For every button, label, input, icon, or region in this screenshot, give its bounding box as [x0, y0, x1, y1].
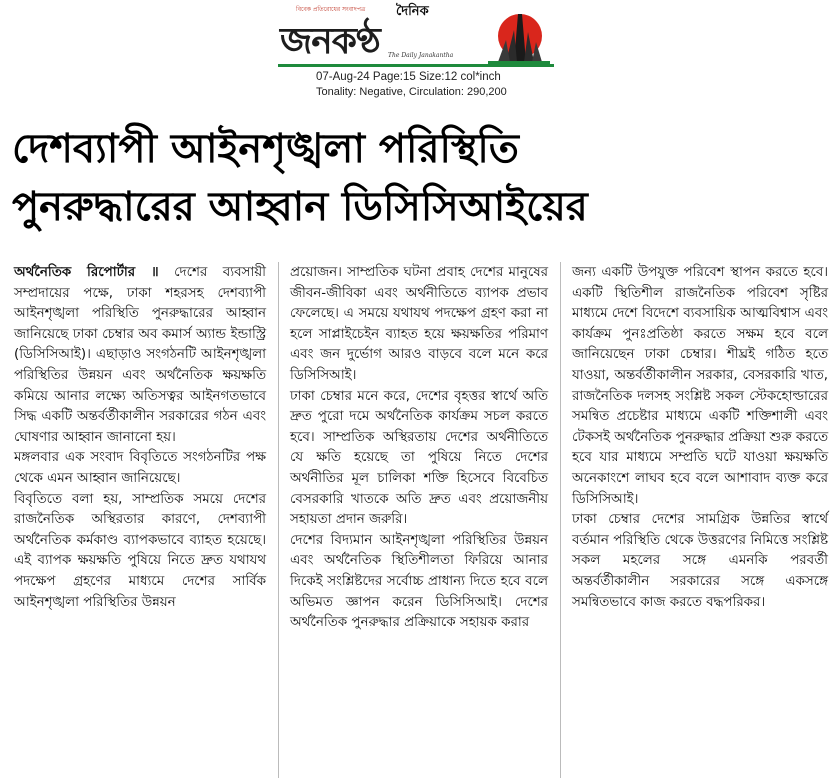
article-paragraph: দেশের বিদ্যমান আইনশৃঙ্খলা পরিস্থিতির উন্নয়ন এবং অর্থনৈতিক স্থিতিশীলতা ফিরিয়ে আনার দিকেই সংশ্লিষ্টদের সর্বোচ্চ প্রাধান্য দিতে হবে বলে অভিমত জ্ঞাপন করেন ডিসিসিআই। দেশের অর্থনৈতিক পুনরুদ্ধার প্রক্রিয়াকে সহায়ক করার: [290, 532, 548, 631]
newspaper-masthead: [278, 4, 558, 66]
masthead-tagline: বিবেক প্রতিরোধের সংবাদপত্র: [296, 6, 366, 13]
article-column-2: [290, 263, 548, 634]
headline-line-2: পুনরুদ্ধারের আহ্বান ডিসিসিআইয়ের: [12, 184, 588, 230]
article-paragraph: [14, 263, 266, 448]
masthead-dainik: দৈনিক: [396, 4, 429, 19]
column-divider: [278, 262, 279, 778]
article-headline: [12, 120, 827, 236]
newspaper-english-name: The Daily Janakantha: [388, 52, 454, 59]
article-byline: অর্থনৈতিক রিপোর্টার ॥: [14, 265, 159, 280]
headline-line-1: দেশব্যাপী আইনশৃঙ্খলা পরিস্থিতি: [12, 126, 519, 172]
martyrs-monument-icon: [484, 8, 554, 64]
article-paragraph: বিবৃতিতে বলা হয়, সাম্প্রতিক সময়ে দেশের রাজনৈতিক অস্থিরতার কারণে, দেশব্যাপী অর্থনৈতিক কর্মকাণ্ড ব্যাপকভাবে ব্যাহত হয়েছে। এই ব্যাপক ক্ষয়ক্ষতি পুষিয়ে নিতে দ্রুত যথাযথ পদক্ষেপ গ্রহণের মাধ্যমে দেশের সার্বিক আইনশৃঙ্খলা পরিস্থিতির উন্নয়ন: [14, 491, 266, 610]
article-paragraph: মঙ্গলবার এক সংবাদ বিবৃতিতে সংগঠনটির পক্ষ থেকে এমন আহ্বান জানিয়েছে।: [14, 450, 266, 486]
article-column-1: [14, 263, 266, 613]
clipping-metadata: [316, 70, 596, 100]
clipping-tonality-line: Tonality: Negative, Circulation: 290,200: [316, 86, 507, 98]
article-paragraph: জন্য একটি উপযুক্ত পরিবেশ স্থাপন করতে হবে। একটি স্থিতিশীল রাজনৈতিক পরিবেশ সৃষ্টির মাধ্যমে দেশে বিদেশে ব্যবসায়িক আত্মবিশ্বাস এবং কার্যক্রম পুনঃপ্রতিষ্ঠা করতে সক্ষম হবে বলে জানিয়েছেন ঢাকা চেম্বার। শীঘ্রই গঠিত হতে যাওয়া, অন্তর্বর্তীকালীন সরকার, বেসরকারি খাত, রাজনৈতিক দলসহ সংশ্লিষ্ট সকল স্টেকহোল্ডারের সমন্বিত প্রচেষ্টার মাধ্যমে একটি শক্তিশালী এবং টেকসই অর্থনৈতিক পুনরুদ্ধার প্রক্রিয়া শুরু করতে হবে যার মাধ্যমে সম্প্রতি ঘটে যাওয়া ক্ষয়ক্ষতি অনেকাংশে লাঘব হবে বলে আশাবাদ ব্যক্ত করে ডিসিসিআই।: [572, 265, 828, 507]
masthead-rule: [278, 64, 554, 67]
paragraph-text: দেশের ব্যবসায়ী সম্প্রদায়ের পক্ষে, ঢাকা শহরসহ দেশব্যাপী আইনশৃঙ্খলা পরিস্থিতি পুনরুদ্ধারের আহ্বান জানিয়েছে ঢাকা চেম্বার অব কমার্স অ্যান্ড ইন্ডাস্ট্রি (ডিসিসিআই)। এছাড়াও সংগঠনটি আইনশৃঙ্খলা পরিস্থিতির উন্নয়ন এবং অর্থনৈতিক ক্ষয়ক্ষতি কমিয়ে আনার লক্ষ্যে অতিসত্বর আইনগতভাবে সিদ্ধ একটি অন্তর্বর্তীকালীন সরকারের গঠন এবং ঘোষণার আহ্বান জানানো হয়।: [14, 265, 266, 445]
article-paragraph: প্রয়োজন। সাম্প্রতিক ঘটনা প্রবাহ দেশের মানুষের জীবন-জীবিকা এবং অর্থনীতিতে ব্যাপক প্রভাব ফেলেছে। এ সময়ে যথাযথ পদক্ষেপ গ্রহণ করা না হলে সাপ্লাইচেইন ব্যাহত হয়ে ক্ষয়ক্ষতির পরিমাণ এবং জন দুর্ভোগ আরও বাড়বে বলে মনে করে ডিসিসিআই।: [290, 265, 548, 383]
newspaper-logo: জনকণ্ঠ: [280, 20, 380, 62]
article-column-3: [572, 263, 828, 613]
column-divider: [560, 262, 561, 778]
article-paragraph: ঢাকা চেম্বার মনে করে, দেশের বৃহত্তর স্বার্থে অতি দ্রুত পুরো দমে অর্থনৈতিক কার্যক্রম সচল করতে হবে। সাম্প্রতিক অস্থিরতায় দেশের অর্থনীতিতে যে ক্ষতি হয়েছে তা পুষিয়ে নিতে দেশের অর্থনীতির মূল চালিকা শক্তি হিসেবে বিবেচিত বেসরকারি খাতকে অতি দ্রুত এবং প্রয়োজনীয় সহায়তা প্রদান জরুরি।: [290, 388, 548, 528]
clipping-info-line: 07-Aug-24 Page:15 Size:12 col*inch: [316, 71, 501, 83]
article-paragraph: ঢাকা চেম্বার দেশের সামগ্রিক উন্নতির স্বার্থে বর্তমান পরিস্থিতি থেকে উত্তরণের নিমিত্তে সংশ্লিষ্ট সকল মহলের সঙ্গে এমনকি পরবর্তী অন্তর্বর্তীকালীন সরকারের সঙ্গে একসঙ্গে সমন্বিতভাবে কাজ করতে বদ্ধপরিকর।: [572, 512, 828, 610]
